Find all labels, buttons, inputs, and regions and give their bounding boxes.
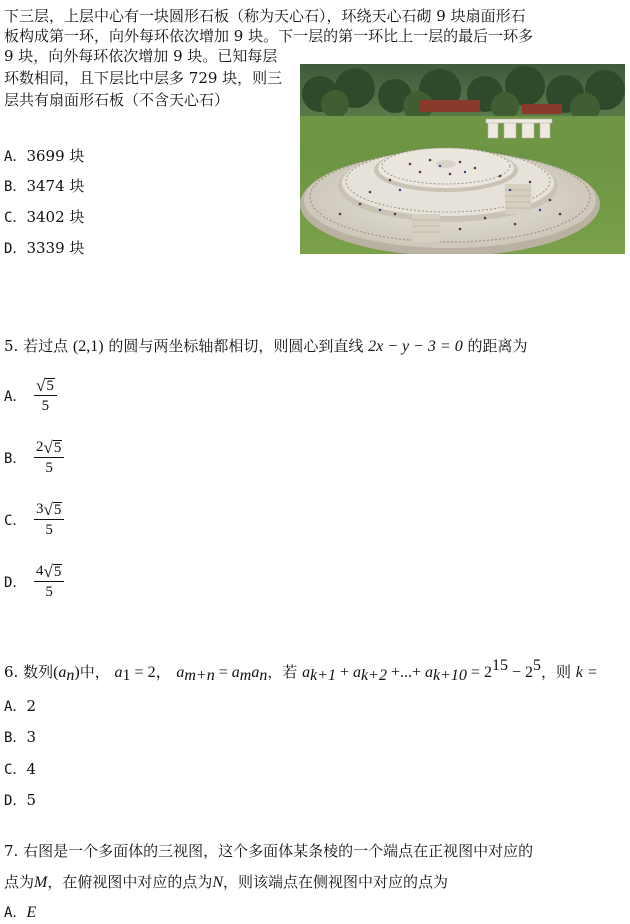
q5-option-b[interactable]: B． 2 √ 5 5	[4, 439, 64, 477]
fraction: √ 5 5	[34, 377, 57, 415]
q5-option-c[interactable]: C． 3 √ 5 5	[4, 501, 64, 539]
q4-line-1: 下三层，上层中心有一块圆形石板（称为天心石），环绕天心石砌 9 块扇面形石	[4, 7, 526, 25]
q4-option-d[interactable]: D．3339 块	[4, 239, 85, 257]
circular-mound-altar-photo	[300, 64, 625, 254]
q7-option-a[interactable]: A．E	[4, 904, 37, 921]
q4-line-3: 9 块，向外每环依次增加 9 块。已知每层	[4, 47, 278, 65]
q7-line-1: 7. 右图是一个多面体的三视图，这个多面体某条棱的一个端点在正视图中对应的	[4, 842, 534, 860]
q6-stem: 6. 数列$(a_n)$中， $a_1 = 2$， $a_{m+n} = a_ma_n$，若 $a_{k+1} + a_{k+2}$ +...+ $a_{k+10} = 2^{15} - 2^5$，则 k =	[4, 657, 598, 684]
q5-option-d[interactable]: D． 4 √ 5 5	[4, 563, 64, 601]
q6-option-a[interactable]: A．2	[4, 697, 36, 715]
q6-option-b[interactable]: B．3	[4, 728, 36, 746]
fraction: 2 √ 5 5	[34, 439, 64, 477]
q4-line-4: 环数相同，且下层比中层多 729 块，则三	[4, 69, 283, 87]
q5-option-a[interactable]: A． √ 5 5	[4, 377, 57, 415]
q6-option-d[interactable]: D．5	[4, 791, 36, 809]
q4-line-5: 层共有扇面形石板（不含天心石）	[4, 91, 230, 109]
q4-option-b[interactable]: B．3474 块	[4, 177, 85, 195]
q5-stem: 5. 若过点 (2,1) 的圆与两坐标轴都相切，则圆心到直线 2x − y − 3 = 0 的距离为	[4, 337, 528, 355]
fraction: 3 √ 5 5	[34, 501, 64, 539]
q4-line-2: 板构成第一环，向外每环依次增加 9 块。下一层的第一环比上一层的最后一环多	[4, 27, 534, 45]
q7-line-2: 点为M，在俯视图中对应的点为N，则该端点在侧视图中对应的点为	[4, 873, 449, 891]
q4-option-a[interactable]: A．3699 块	[4, 147, 85, 165]
q4-option-c[interactable]: C．3402 块	[4, 208, 85, 226]
fraction: 4 √ 5 5	[34, 563, 64, 601]
q6-option-c[interactable]: C．4	[4, 760, 36, 778]
